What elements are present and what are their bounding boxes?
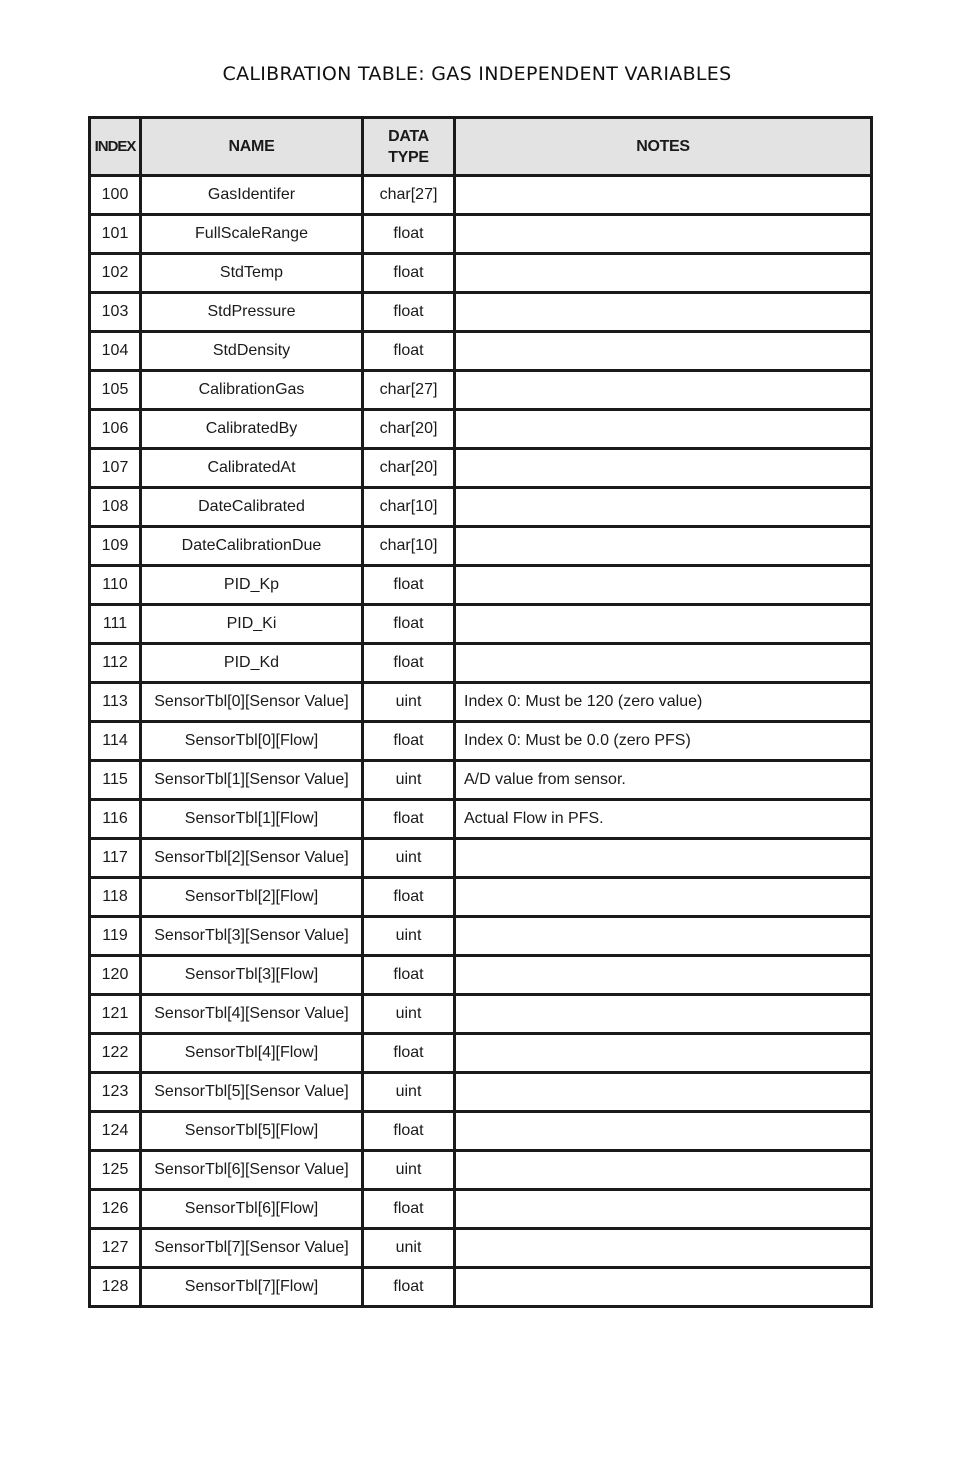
cell-data-type: float <box>363 254 455 293</box>
cell-name: SensorTbl[0][Flow] <box>141 722 363 761</box>
table-row <box>90 800 872 839</box>
cell-index: 117 <box>90 839 141 878</box>
table-row <box>90 995 872 1034</box>
table-row <box>90 1112 872 1151</box>
cell-index: 111 <box>90 605 141 644</box>
cell-index: 109 <box>90 527 141 566</box>
cell-notes <box>455 527 872 566</box>
cell-notes <box>455 1034 872 1073</box>
cell-notes <box>455 956 872 995</box>
cell-index: 107 <box>90 449 141 488</box>
cell-data-type: char[20] <box>363 410 455 449</box>
table-row <box>90 644 872 683</box>
table-row <box>90 566 872 605</box>
cell-notes <box>455 449 872 488</box>
table-row <box>90 215 872 254</box>
cell-index: 114 <box>90 722 141 761</box>
cell-name: CalibratedAt <box>141 449 363 488</box>
cell-name: SensorTbl[7][Sensor Value] <box>141 1229 363 1268</box>
cell-name: PID_Kp <box>141 566 363 605</box>
cell-notes <box>455 605 872 644</box>
cell-index: 127 <box>90 1229 141 1268</box>
table-row <box>90 917 872 956</box>
cell-notes <box>455 878 872 917</box>
cell-name: DateCalibrationDue <box>141 527 363 566</box>
table-row <box>90 1229 872 1268</box>
cell-notes: A/D value from sensor. <box>455 761 872 800</box>
cell-name: CalibrationGas <box>141 371 363 410</box>
cell-name: SensorTbl[6][Sensor Value] <box>141 1151 363 1190</box>
cell-notes <box>455 566 872 605</box>
cell-name: SensorTbl[7][Flow] <box>141 1268 363 1307</box>
table-row <box>90 1073 872 1112</box>
column-header-notes: NOTES <box>455 118 872 176</box>
cell-data-type: char[10] <box>363 527 455 566</box>
cell-data-type: uint <box>363 1073 455 1112</box>
cell-index: 100 <box>90 176 141 215</box>
cell-data-type: unit <box>363 1229 455 1268</box>
column-header-data-type-line2: TYPE <box>388 148 429 166</box>
cell-index: 105 <box>90 371 141 410</box>
cell-index: 101 <box>90 215 141 254</box>
cell-index: 121 <box>90 995 141 1034</box>
cell-index: 115 <box>90 761 141 800</box>
cell-name: SensorTbl[4][Sensor Value] <box>141 995 363 1034</box>
table-row <box>90 488 872 527</box>
cell-index: 122 <box>90 1034 141 1073</box>
cell-index: 110 <box>90 566 141 605</box>
cell-notes: Actual Flow in PFS. <box>455 800 872 839</box>
table-row <box>90 254 872 293</box>
cell-index: 123 <box>90 1073 141 1112</box>
cell-name: SensorTbl[5][Flow] <box>141 1112 363 1151</box>
cell-name: PID_Ki <box>141 605 363 644</box>
cell-notes <box>455 254 872 293</box>
cell-name: SensorTbl[2][Sensor Value] <box>141 839 363 878</box>
cell-name: CalibratedBy <box>141 410 363 449</box>
cell-name: StdPressure <box>141 293 363 332</box>
cell-data-type: char[27] <box>363 371 455 410</box>
table-row <box>90 1034 872 1073</box>
cell-notes <box>455 1151 872 1190</box>
cell-data-type: char[27] <box>363 176 455 215</box>
cell-index: 103 <box>90 293 141 332</box>
table-row <box>90 839 872 878</box>
cell-name: SensorTbl[5][Sensor Value] <box>141 1073 363 1112</box>
cell-notes <box>455 371 872 410</box>
table-row <box>90 332 872 371</box>
cell-notes <box>455 1229 872 1268</box>
cell-name: StdDensity <box>141 332 363 371</box>
cell-notes <box>455 1112 872 1151</box>
cell-data-type: uint <box>363 839 455 878</box>
cell-index: 108 <box>90 488 141 527</box>
cell-data-type: uint <box>363 1151 455 1190</box>
cell-notes <box>455 1268 872 1307</box>
cell-notes: Index 0: Must be 120 (zero value) <box>455 683 872 722</box>
cell-data-type: float <box>363 1112 455 1151</box>
cell-index: 125 <box>90 1151 141 1190</box>
cell-data-type: char[10] <box>363 488 455 527</box>
cell-name: SensorTbl[4][Flow] <box>141 1034 363 1073</box>
table-row <box>90 722 872 761</box>
calibration-table <box>88 116 873 1308</box>
cell-index: 120 <box>90 956 141 995</box>
cell-data-type: char[20] <box>363 449 455 488</box>
table-row <box>90 1151 872 1190</box>
cell-notes <box>455 293 872 332</box>
cell-data-type: uint <box>363 917 455 956</box>
cell-notes <box>455 917 872 956</box>
cell-data-type: float <box>363 566 455 605</box>
cell-name: SensorTbl[6][Flow] <box>141 1190 363 1229</box>
cell-name: PID_Kd <box>141 644 363 683</box>
cell-data-type: float <box>363 332 455 371</box>
cell-name: SensorTbl[2][Flow] <box>141 878 363 917</box>
table-row <box>90 410 872 449</box>
table-row <box>90 176 872 215</box>
cell-data-type: float <box>363 878 455 917</box>
cell-data-type: uint <box>363 995 455 1034</box>
table-row <box>90 1190 872 1229</box>
table-row <box>90 527 872 566</box>
cell-notes <box>455 215 872 254</box>
cell-name: FullScaleRange <box>141 215 363 254</box>
cell-notes <box>455 1073 872 1112</box>
table-row <box>90 683 872 722</box>
cell-data-type: uint <box>363 761 455 800</box>
column-header-data-type-line1: DATA <box>388 127 429 145</box>
cell-index: 128 <box>90 1268 141 1307</box>
cell-index: 126 <box>90 1190 141 1229</box>
cell-data-type: float <box>363 1034 455 1073</box>
table-header-row <box>90 118 872 176</box>
table-row <box>90 371 872 410</box>
cell-notes: Index 0: Must be 0.0 (zero PFS) <box>455 722 872 761</box>
cell-name: SensorTbl[1][Sensor Value] <box>141 761 363 800</box>
table-row <box>90 761 872 800</box>
cell-data-type: float <box>363 644 455 683</box>
cell-data-type: float <box>363 722 455 761</box>
page-title: CALIBRATION TABLE: GAS INDEPENDENT VARIABLES <box>222 63 732 85</box>
table-row <box>90 449 872 488</box>
cell-index: 116 <box>90 800 141 839</box>
cell-notes <box>455 410 872 449</box>
column-header-name: NAME <box>141 118 363 176</box>
cell-data-type: float <box>363 1268 455 1307</box>
cell-name: StdTemp <box>141 254 363 293</box>
column-header-index: INDEX <box>90 118 141 176</box>
cell-name: SensorTbl[3][Flow] <box>141 956 363 995</box>
table-body <box>90 176 872 1307</box>
cell-notes <box>455 332 872 371</box>
cell-index: 106 <box>90 410 141 449</box>
cell-index: 102 <box>90 254 141 293</box>
cell-data-type: float <box>363 956 455 995</box>
cell-name: SensorTbl[3][Sensor Value] <box>141 917 363 956</box>
cell-data-type: uint <box>363 683 455 722</box>
cell-notes <box>455 1190 872 1229</box>
cell-data-type: float <box>363 800 455 839</box>
table-row <box>90 878 872 917</box>
cell-name: DateCalibrated <box>141 488 363 527</box>
cell-index: 119 <box>90 917 141 956</box>
cell-index: 112 <box>90 644 141 683</box>
cell-notes <box>455 488 872 527</box>
table-row <box>90 1268 872 1307</box>
cell-name: GasIdentifer <box>141 176 363 215</box>
table-row <box>90 293 872 332</box>
table-row <box>90 605 872 644</box>
cell-index: 124 <box>90 1112 141 1151</box>
cell-data-type: float <box>363 1190 455 1229</box>
cell-data-type: float <box>363 605 455 644</box>
cell-notes <box>455 839 872 878</box>
cell-name: SensorTbl[0][Sensor Value] <box>141 683 363 722</box>
cell-notes <box>455 176 872 215</box>
cell-index: 104 <box>90 332 141 371</box>
table-row <box>90 956 872 995</box>
cell-notes <box>455 644 872 683</box>
cell-index: 113 <box>90 683 141 722</box>
cell-notes <box>455 995 872 1034</box>
cell-data-type: float <box>363 293 455 332</box>
cell-index: 118 <box>90 878 141 917</box>
cell-data-type: float <box>363 215 455 254</box>
column-header-data-type <box>363 118 455 176</box>
cell-name: SensorTbl[1][Flow] <box>141 800 363 839</box>
